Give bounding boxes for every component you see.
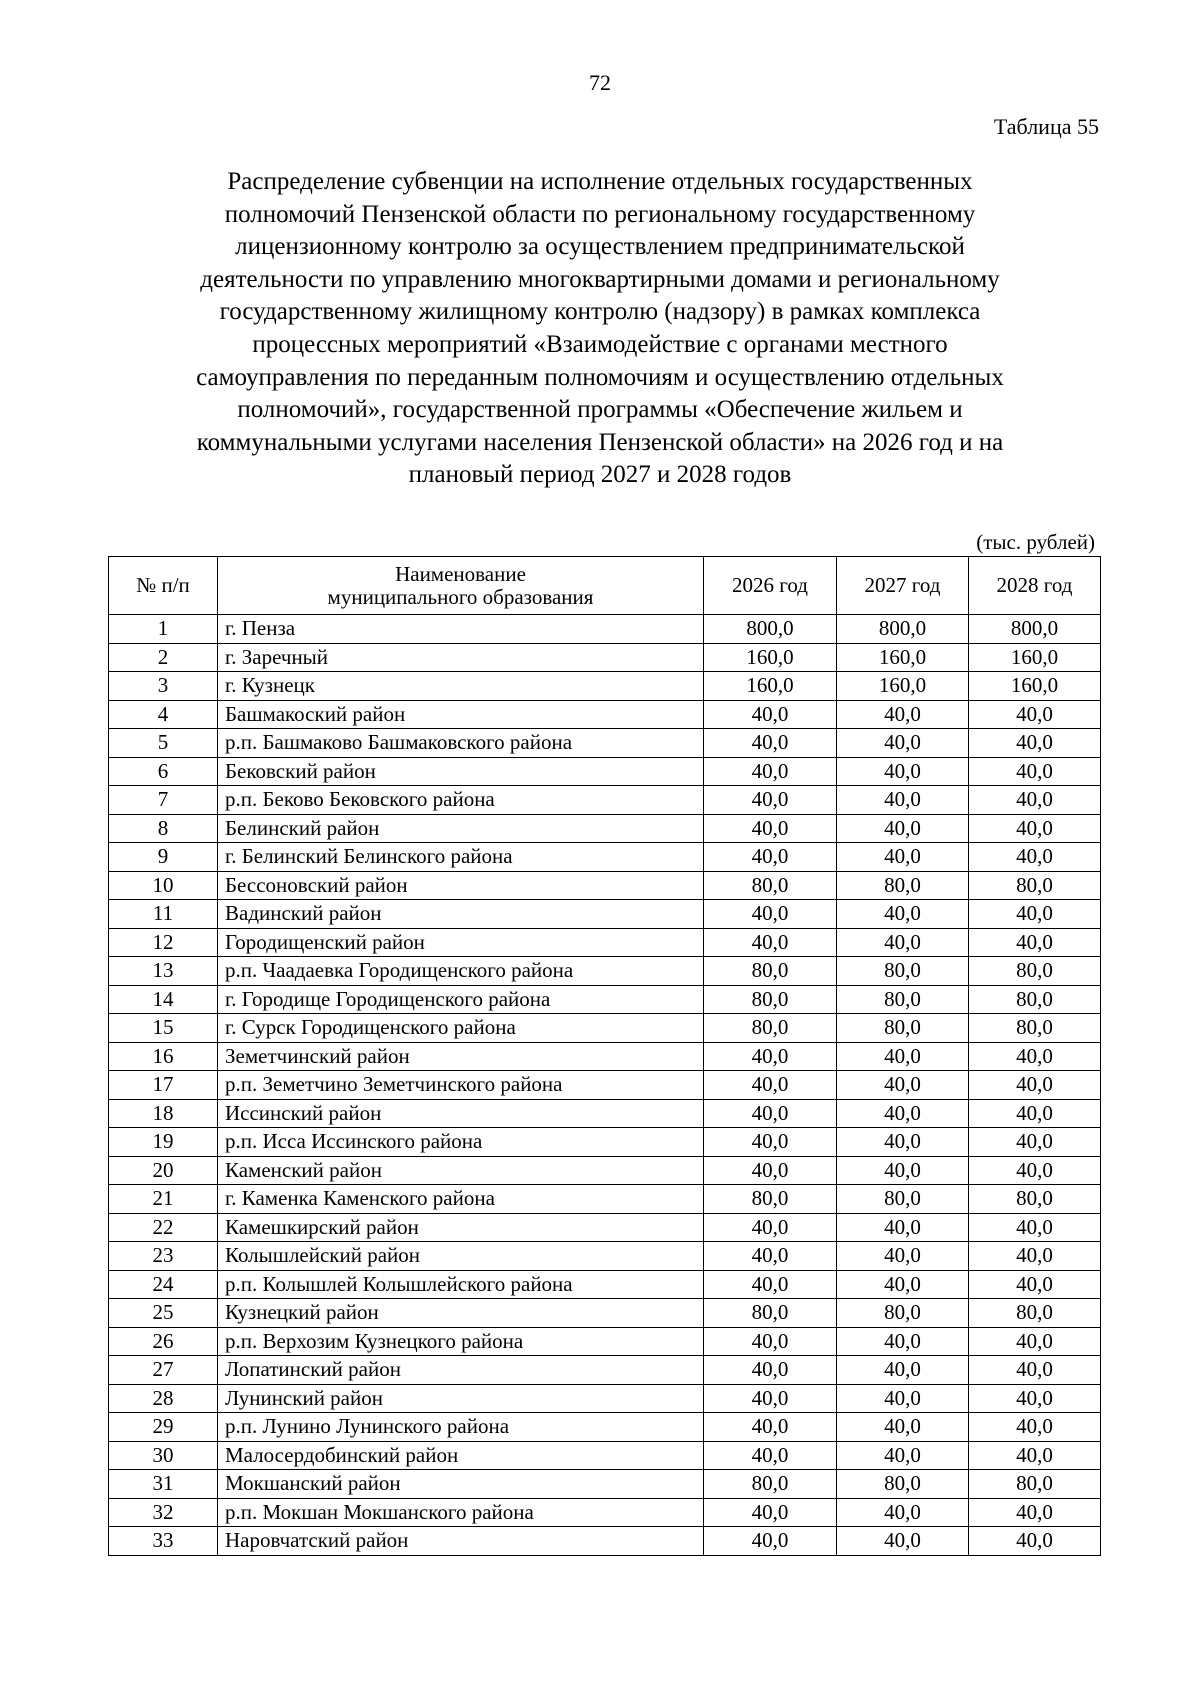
value-2026: 40,0: [704, 1384, 837, 1413]
value-2028: 40,0: [969, 1071, 1101, 1100]
table-row: [109, 1470, 1101, 1499]
row-number: 24: [109, 1270, 218, 1299]
value-2028: 80,0: [969, 1185, 1101, 1214]
table-row: [109, 1299, 1101, 1328]
value-2026: 40,0: [704, 1213, 837, 1242]
value-2026: 40,0: [704, 1242, 837, 1271]
municipality-name: Колышлейский район: [218, 1242, 704, 1271]
table-row: [109, 1498, 1101, 1527]
value-2026: 160,0: [704, 643, 837, 672]
municipality-name: г. Кузнецк: [218, 672, 704, 701]
title-line: Распределение субвенции на исполнение отдельных государственных: [227, 168, 973, 195]
table-row: [109, 1213, 1101, 1242]
row-number: 9: [109, 843, 218, 872]
value-2028: 40,0: [969, 1356, 1101, 1385]
table-row: [109, 814, 1101, 843]
municipality-name: Камешкирский район: [218, 1213, 704, 1242]
value-2027: 40,0: [837, 729, 969, 758]
value-2028: 800,0: [969, 615, 1101, 644]
value-2026: 40,0: [704, 843, 837, 872]
value-2027: 40,0: [837, 1527, 969, 1556]
table-row: [109, 1042, 1101, 1071]
row-number: 32: [109, 1498, 218, 1527]
value-2027: 40,0: [837, 1242, 969, 1271]
value-2027: 40,0: [837, 928, 969, 957]
table-header-row: [109, 557, 1101, 615]
value-2028: 40,0: [969, 1242, 1101, 1271]
value-2026: 80,0: [704, 957, 837, 986]
value-2026: 40,0: [704, 729, 837, 758]
row-number: 14: [109, 985, 218, 1014]
municipality-name: р.п. Исса Иссинского района: [218, 1128, 704, 1157]
table-row: [109, 900, 1101, 929]
municipality-name: Иссинский район: [218, 1099, 704, 1128]
value-2027: 80,0: [837, 1470, 969, 1499]
value-2026: 80,0: [704, 871, 837, 900]
value-2027: 80,0: [837, 1185, 969, 1214]
title-line: полномочий», государственной программы «Обеспечение жильем и: [237, 396, 963, 424]
table-row: [109, 957, 1101, 986]
value-2028: 40,0: [969, 1128, 1101, 1157]
row-number: 29: [109, 1413, 218, 1442]
value-2028: 80,0: [969, 1014, 1101, 1043]
value-2028: 40,0: [969, 1384, 1101, 1413]
municipality-name: г. Заречный: [218, 643, 704, 672]
row-number: 20: [109, 1156, 218, 1185]
value-2028: 40,0: [969, 757, 1101, 786]
table-row: [109, 643, 1101, 672]
value-2027: 40,0: [837, 786, 969, 815]
table-body: [109, 615, 1101, 1556]
value-2027: 40,0: [837, 1099, 969, 1128]
value-2028: 40,0: [969, 1413, 1101, 1442]
value-2028: 80,0: [969, 985, 1101, 1014]
value-2026: 40,0: [704, 700, 837, 729]
value-2028: 40,0: [969, 843, 1101, 872]
title-line: коммунальными услугами населения Пензенской области» на 2026 год и на: [196, 428, 1004, 456]
value-2028: 40,0: [969, 814, 1101, 843]
value-2028: 160,0: [969, 672, 1101, 701]
value-2026: 40,0: [704, 1156, 837, 1185]
value-2027: 40,0: [837, 843, 969, 872]
row-number: 26: [109, 1327, 218, 1356]
row-number: 18: [109, 1099, 218, 1128]
row-number: 23: [109, 1242, 218, 1271]
row-number: 22: [109, 1213, 218, 1242]
row-number: 4: [109, 700, 218, 729]
value-2027: 160,0: [837, 643, 969, 672]
table-row: [109, 1242, 1101, 1271]
municipality-name: р.п. Земетчино Земетчинского района: [218, 1071, 704, 1100]
row-number: 1: [109, 615, 218, 644]
value-2027: 40,0: [837, 1042, 969, 1071]
table-row: [109, 1128, 1101, 1157]
value-2027: 80,0: [837, 871, 969, 900]
table-row: [109, 871, 1101, 900]
value-2028: 40,0: [969, 1099, 1101, 1128]
value-2028: 80,0: [969, 1299, 1101, 1328]
value-2026: 40,0: [704, 1071, 837, 1100]
value-2028: 40,0: [969, 900, 1101, 929]
value-2028: 40,0: [969, 1327, 1101, 1356]
value-2027: 80,0: [837, 985, 969, 1014]
table-row: [109, 1327, 1101, 1356]
table-row: [109, 786, 1101, 815]
value-2027: 40,0: [837, 1441, 969, 1470]
table-row: [109, 700, 1101, 729]
table-number: Таблица 55: [993, 114, 1099, 139]
title-line: государственному жилищному контролю (надзору) в рамках комплекса: [219, 298, 981, 326]
title-line: процессных мероприятий «Взаимодействие с органами местного: [252, 330, 948, 358]
value-2028: 40,0: [969, 1498, 1101, 1527]
row-number: 12: [109, 928, 218, 957]
municipality-name: Кузнецкий район: [218, 1299, 704, 1328]
table-row: [109, 843, 1101, 872]
value-2027: 40,0: [837, 1128, 969, 1157]
value-2026: 40,0: [704, 814, 837, 843]
table-row: [109, 928, 1101, 957]
row-number: 27: [109, 1356, 218, 1385]
row-number: 10: [109, 871, 218, 900]
row-number: 19: [109, 1128, 218, 1157]
municipality-name: г. Пенза: [218, 615, 704, 644]
value-2026: 40,0: [704, 900, 837, 929]
municipality-name: г. Белинский Белинского района: [218, 843, 704, 872]
value-2027: 40,0: [837, 1270, 969, 1299]
table-row: [109, 1071, 1101, 1100]
municipality-name: Земетчинский район: [218, 1042, 704, 1071]
value-2027: 40,0: [837, 1498, 969, 1527]
municipality-name: р.п. Лунино Лунинского района: [218, 1413, 704, 1442]
municipality-name: г. Каменка Каменского района: [218, 1185, 704, 1214]
table-row: [109, 1185, 1101, 1214]
title-line: полномочий Пензенской области по региональному государственному: [224, 200, 976, 228]
row-number: 28: [109, 1384, 218, 1413]
row-number: 2: [109, 643, 218, 672]
municipality-name: Бессоновский район: [218, 871, 704, 900]
value-2028: 80,0: [969, 957, 1101, 986]
row-number: 16: [109, 1042, 218, 1071]
page-number: 72: [589, 70, 611, 95]
value-2027: 80,0: [837, 957, 969, 986]
table-row: [109, 729, 1101, 758]
value-2026: 40,0: [704, 1042, 837, 1071]
municipality-name: Наровчатский район: [218, 1527, 704, 1556]
value-2027: 80,0: [837, 1299, 969, 1328]
value-2026: 40,0: [704, 757, 837, 786]
header-2028: 2028 год: [969, 557, 1101, 615]
row-number: 17: [109, 1071, 218, 1100]
value-2027: 40,0: [837, 1413, 969, 1442]
value-2027: 40,0: [837, 900, 969, 929]
value-2027: 40,0: [837, 1327, 969, 1356]
value-2027: 40,0: [837, 757, 969, 786]
value-2026: 40,0: [704, 786, 837, 815]
municipality-name: г. Сурск Городищенского района: [218, 1014, 704, 1043]
header-name: [218, 557, 704, 615]
municipality-name: р.п. Беково Бековского района: [218, 786, 704, 815]
subvention-table: [108, 556, 1101, 1556]
municipality-name: р.п. Мокшан Мокшанского района: [218, 1498, 704, 1527]
table-row: [109, 1014, 1101, 1043]
table-row: [109, 1356, 1101, 1385]
value-2026: 40,0: [704, 1356, 837, 1385]
table-row: [109, 1156, 1101, 1185]
value-2028: 160,0: [969, 643, 1101, 672]
table-row: [109, 985, 1101, 1014]
value-2028: 40,0: [969, 729, 1101, 758]
value-2026: 80,0: [704, 1014, 837, 1043]
title-line: деятельности по управлению многоквартирными домами и региональному: [200, 265, 1000, 293]
row-number: 11: [109, 900, 218, 929]
value-2028: 40,0: [969, 1042, 1101, 1071]
row-number: 21: [109, 1185, 218, 1214]
value-2026: 40,0: [704, 1441, 837, 1470]
value-2026: 40,0: [704, 1327, 837, 1356]
value-2026: 80,0: [704, 1185, 837, 1214]
value-2028: 80,0: [969, 1470, 1101, 1499]
value-2026: 40,0: [704, 1099, 837, 1128]
row-number: 13: [109, 957, 218, 986]
municipality-name: Лопатинский район: [218, 1356, 704, 1385]
table-row: [109, 1270, 1101, 1299]
value-2027: 160,0: [837, 672, 969, 701]
municipality-name: Бековский район: [218, 757, 704, 786]
value-2026: 80,0: [704, 985, 837, 1014]
value-2027: 40,0: [837, 814, 969, 843]
row-number: 3: [109, 672, 218, 701]
municipality-name: Городищенский район: [218, 928, 704, 957]
value-2026: 80,0: [704, 1299, 837, 1328]
municipality-name: Башмакоский район: [218, 700, 704, 729]
value-2028: 80,0: [969, 871, 1101, 900]
municipality-name: Мокшанский район: [218, 1470, 704, 1499]
value-2026: 800,0: [704, 615, 837, 644]
value-2027: 40,0: [837, 1384, 969, 1413]
value-2026: 40,0: [704, 1527, 837, 1556]
table-row: [109, 615, 1101, 644]
row-number: 8: [109, 814, 218, 843]
row-number: 30: [109, 1441, 218, 1470]
municipality-name: р.п. Колышлей Колышлейского района: [218, 1270, 704, 1299]
document-title: [130, 166, 1070, 492]
row-number: 6: [109, 757, 218, 786]
value-2026: 40,0: [704, 1498, 837, 1527]
row-number: 7: [109, 786, 218, 815]
header-num: № п/п: [109, 557, 218, 615]
row-number: 31: [109, 1470, 218, 1499]
table-row: [109, 672, 1101, 701]
municipality-name: р.п. Верхозим Кузнецкого района: [218, 1327, 704, 1356]
value-2026: 40,0: [704, 1413, 837, 1442]
municipality-name: Каменский район: [218, 1156, 704, 1185]
value-2027: 40,0: [837, 1356, 969, 1385]
value-2027: 40,0: [837, 1213, 969, 1242]
header-2026: 2026 год: [704, 557, 837, 615]
row-number: 5: [109, 729, 218, 758]
value-2028: 40,0: [969, 1441, 1101, 1470]
value-2026: 80,0: [704, 1470, 837, 1499]
table-row: [109, 1384, 1101, 1413]
value-2028: 40,0: [969, 1270, 1101, 1299]
header-2027: 2027 год: [837, 557, 969, 615]
value-2026: 160,0: [704, 672, 837, 701]
units-label: (тыс. рублей): [976, 530, 1095, 554]
value-2026: 40,0: [704, 1270, 837, 1299]
value-2026: 40,0: [704, 1128, 837, 1157]
value-2028: 40,0: [969, 786, 1101, 815]
table-row: [109, 757, 1101, 786]
value-2027: 800,0: [837, 615, 969, 644]
municipality-name: Малосердобинский район: [218, 1441, 704, 1470]
title-line: самоуправления по переданным полномочиям и осуществлению отдельных: [196, 363, 1004, 391]
value-2028: 40,0: [969, 1156, 1101, 1185]
value-2027: 40,0: [837, 700, 969, 729]
header-name-line1: Наименование: [395, 561, 526, 586]
row-number: 25: [109, 1299, 218, 1328]
value-2027: 40,0: [837, 1071, 969, 1100]
value-2026: 40,0: [704, 928, 837, 957]
table-row: [109, 1099, 1101, 1128]
header-name-line2: муниципального образования: [327, 584, 594, 609]
municipality-name: Белинский район: [218, 814, 704, 843]
table-row: [109, 1413, 1101, 1442]
title-line: плановый период 2027 и 2028 годов: [408, 461, 792, 489]
municipality-name: г. Городище Городищенского района: [218, 985, 704, 1014]
value-2027: 80,0: [837, 1014, 969, 1043]
row-number: 33: [109, 1527, 218, 1556]
table-row: [109, 1527, 1101, 1556]
municipality-name: Лунинский район: [218, 1384, 704, 1413]
value-2028: 40,0: [969, 700, 1101, 729]
table-row: [109, 1441, 1101, 1470]
municipality-name: Вадинский район: [218, 900, 704, 929]
value-2028: 40,0: [969, 1527, 1101, 1556]
title-line: лицензионному контролю за осуществлением предпринимательской: [235, 233, 965, 261]
value-2028: 40,0: [969, 1213, 1101, 1242]
value-2028: 40,0: [969, 928, 1101, 957]
row-number: 15: [109, 1014, 218, 1043]
value-2027: 40,0: [837, 1156, 969, 1185]
municipality-name: р.п. Чаадаевка Городищенского района: [218, 957, 704, 986]
municipality-name: р.п. Башмаково Башмаковского района: [218, 729, 704, 758]
